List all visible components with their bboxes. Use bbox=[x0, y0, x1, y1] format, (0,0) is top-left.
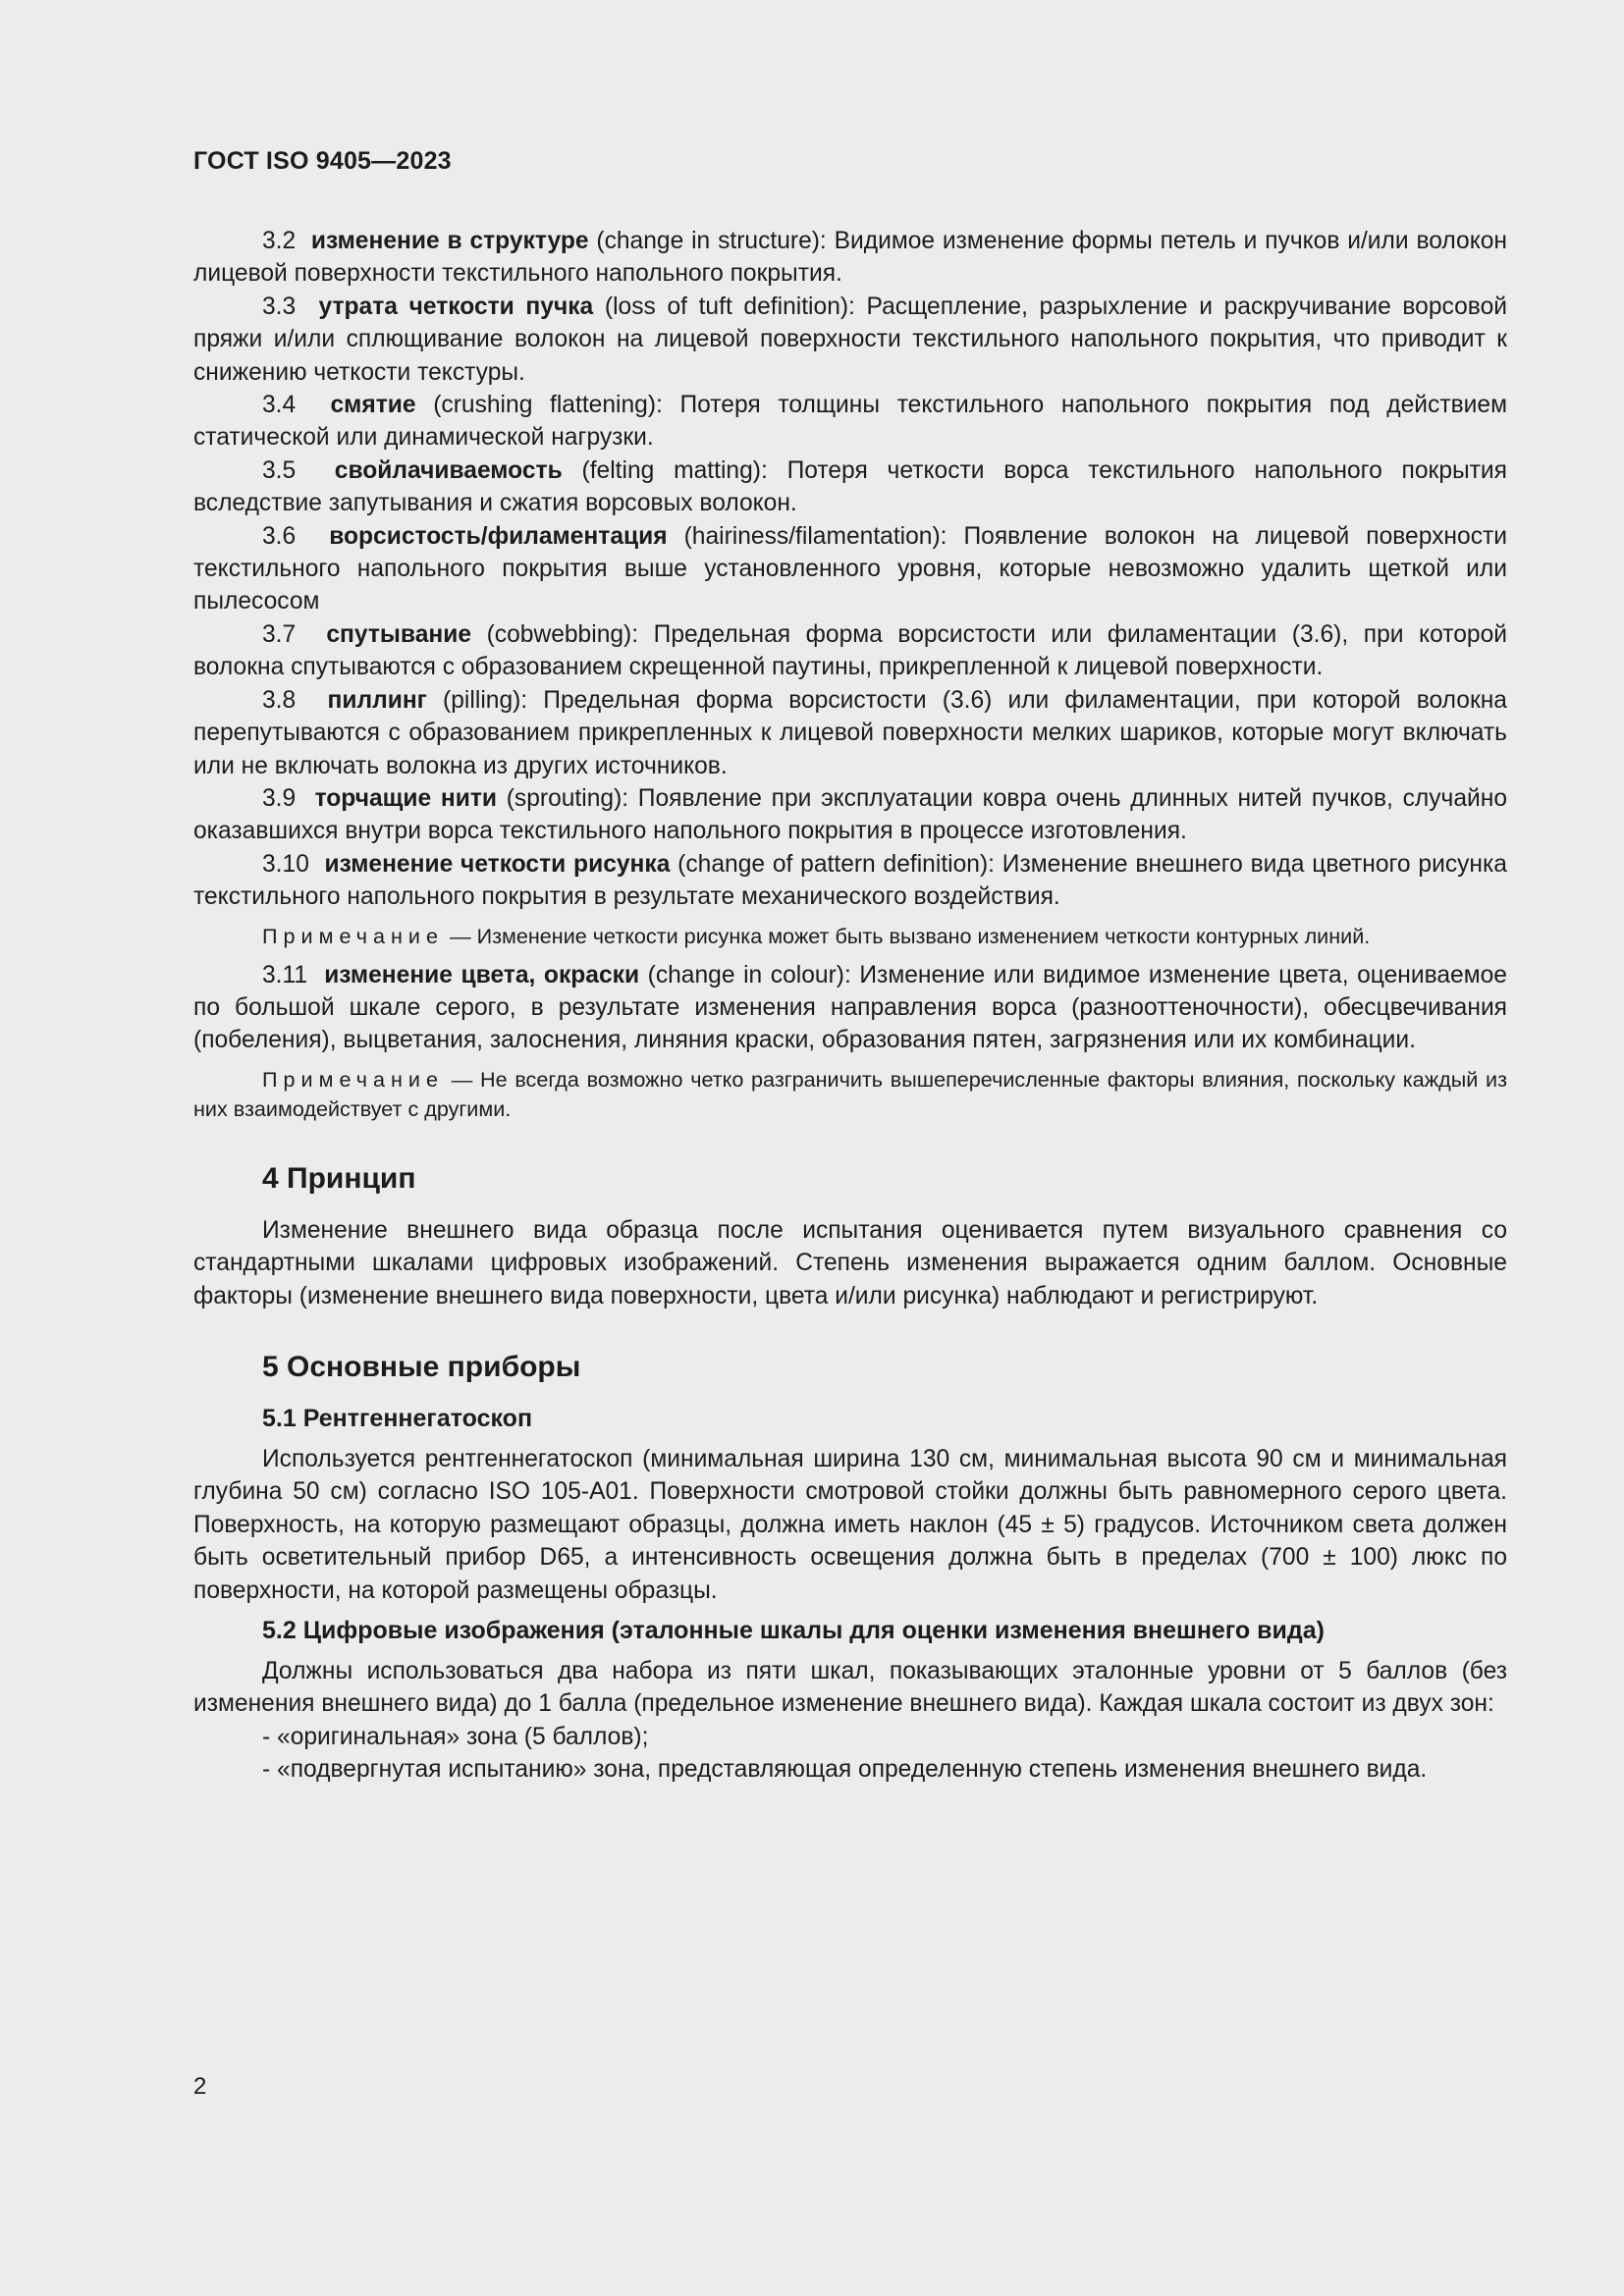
term-3-8 bbox=[193, 684, 1507, 782]
term-name: изменение цвета, окраски bbox=[324, 961, 640, 988]
term-3-7 bbox=[193, 618, 1507, 684]
document-header: ГОСТ ISO 9405—2023 bbox=[193, 147, 452, 175]
term-number: 3.2 bbox=[262, 228, 297, 254]
term-name: спутывание bbox=[326, 620, 472, 648]
term-3-2 bbox=[193, 225, 1507, 291]
list-item: - «подвергнутая испытанию» зона, представляющая определенную степень изменения внешнего вида. bbox=[262, 1756, 1428, 1784]
section-5-1-text: Используется рентгеннегатоскоп (минимальная ширина 130 см, минимальная высота 90 см и минимальная глубина 50 см) согласно ISO 105-A01. Поверхности смотровой стойки должны быть равномерного серого цвета. Поверхность, на которую размещают образцы, должна иметь наклон (45 ± 5) градусов. Источником света должен быть осветительный прибор D65, а интенсивность освещения должна быть в пределах (700 ± 100) люкс по поверхности, на которой размещены образцы. bbox=[193, 1445, 1507, 1604]
term-number: 3.8 bbox=[262, 686, 297, 714]
term-definition: (change in structure): Видимое изменение формы петель и пучков и/или волокон лицевой поверхности текстильного напольного покрытия. bbox=[193, 228, 1507, 288]
term-3-10 bbox=[193, 848, 1507, 914]
term-definition: (crushing flattening): Потеря толщины текстильного напольного покрытия под действием статической или динамической нагрузки. bbox=[193, 392, 1507, 452]
term-name: смятие bbox=[330, 392, 416, 419]
term-definition: (change in colour): Изменение или видимое изменение цвета, оцениваемое по большой шкале серого, в результате изменения направления ворса (разнооттеночности), обесцвечивания (побеления), выцветания, залоснения, линяния краски, образования пятен, загрязнения или их комбинации. bbox=[193, 961, 1507, 1054]
note-text: — Не всегда возможно четко разграничить вышеперечисленные факторы влияния, поскольку каждый из них взаимодействует с другими. bbox=[193, 1066, 1507, 1121]
term-definition: (cobwebbing): Предельная форма ворсистости или филаментации (3.6), при которой волокна спутываются с образованием скрещенной паутины, прикрепленной к лицевой поверхности. bbox=[193, 620, 1507, 681]
note-text: — Изменение четкости рисунка может быть вызвано изменением четкости контурных линий. bbox=[444, 923, 1371, 948]
section-5-2-heading: 5.2 Цифровые изображения (эталонные шкалы для оценки изменения внешнего вида) bbox=[262, 1617, 1325, 1644]
list-item: - «оригинальная» зона (5 баллов); bbox=[262, 1723, 649, 1750]
term-definition: (felting matting): Потеря четкости ворса текстильного напольного покрытия вследствие запутывания и сжатия ворсовых волокон. bbox=[193, 456, 1507, 517]
term-name: изменение четкости рисунка bbox=[324, 850, 671, 878]
note-factors bbox=[193, 1065, 1507, 1124]
note-pattern-definition bbox=[193, 922, 1507, 951]
term-definition: (change of pattern definition): Изменение внешнего вида цветного рисунка текстильного напольного покрытия в результате механического воздействия. bbox=[193, 850, 1507, 911]
term-number: 3.10 bbox=[262, 850, 309, 878]
term-3-6 bbox=[193, 520, 1507, 618]
term-number: 3.11 bbox=[262, 961, 308, 988]
section-5-heading: 5 Основные приборы bbox=[262, 1350, 581, 1383]
term-3-3 bbox=[193, 291, 1507, 389]
term-definition: (pilling): Предельная форма ворсистости (3.6) или филаментации, при которой волокна перепутываются с образованием прикрепленных к лицевой поверхности мелких шариков, которые могут включать или не включать волокна из других источников. bbox=[193, 686, 1507, 779]
document-body bbox=[193, 225, 1507, 1787]
term-name: свойлачиваемость bbox=[334, 456, 563, 484]
section-5-2-text: Должны использоваться два набора из пяти шкал, показывающих эталонные уровни от 5 баллов (без изменения внешнего вида) до 1 балла (предельное изменение внешнего вида). Каждая шкала состоит из двух зон: bbox=[193, 1658, 1507, 1718]
note-label: Примечание bbox=[262, 923, 444, 948]
term-name: пиллинг bbox=[327, 686, 427, 714]
section-5-1-heading: 5.1 Рентгеннегатоскоп bbox=[262, 1404, 533, 1432]
term-name: изменение в структуре bbox=[310, 228, 589, 254]
term-3-5 bbox=[193, 454, 1507, 520]
term-name: торчащие нити bbox=[314, 784, 498, 812]
section-4-text: Изменение внешнего вида образца после испытания оценивается путем визуального сравнения со стандартными шкалами цифровых изображений. Степень изменения выражается одним баллом. Основные факторы (изменение внешнего вида поверхности, цвета и/или рисунка) наблюдают и регистрируют. bbox=[193, 1216, 1507, 1309]
term-3-11 bbox=[193, 959, 1507, 1057]
page-number: 2 bbox=[193, 2073, 207, 2100]
term-number: 3.3 bbox=[262, 293, 297, 320]
term-number: 3.4 bbox=[262, 392, 297, 419]
term-3-4 bbox=[193, 389, 1507, 454]
term-number: 3.7 bbox=[262, 620, 297, 648]
section-4-heading: 4 Принцип bbox=[262, 1161, 416, 1195]
term-name: утрата четкости пучка bbox=[318, 293, 594, 320]
term-definition: (loss of tuft definition): Расщепление, разрыхление и раскручивание ворсовой пряжи и/или сплющивание волокон на лицевой поверхности текстильного напольного покрытия, что приводит к снижению четкости текстуры. bbox=[193, 293, 1507, 386]
note-label: Примечание bbox=[262, 1066, 444, 1092]
term-3-9 bbox=[193, 782, 1507, 848]
term-number: 3.5 bbox=[262, 456, 297, 484]
term-number: 3.6 bbox=[262, 522, 297, 550]
term-name: ворсистость/филаментация bbox=[329, 522, 668, 550]
term-number: 3.9 bbox=[262, 784, 297, 812]
term-definition: (sprouting): Появление при эксплуатации ковра очень длинных нитей пучков, случайно оказавшихся внутри ворса текстильного напольного покрытия в процессе изготовления. bbox=[193, 784, 1507, 845]
term-definition: (hairiness/filamentation): Появление волокон на лицевой поверхности текстильного напольного покрытия выше установленного уровня, которые невозможно удалить щеткой или пылесосом bbox=[193, 522, 1507, 615]
